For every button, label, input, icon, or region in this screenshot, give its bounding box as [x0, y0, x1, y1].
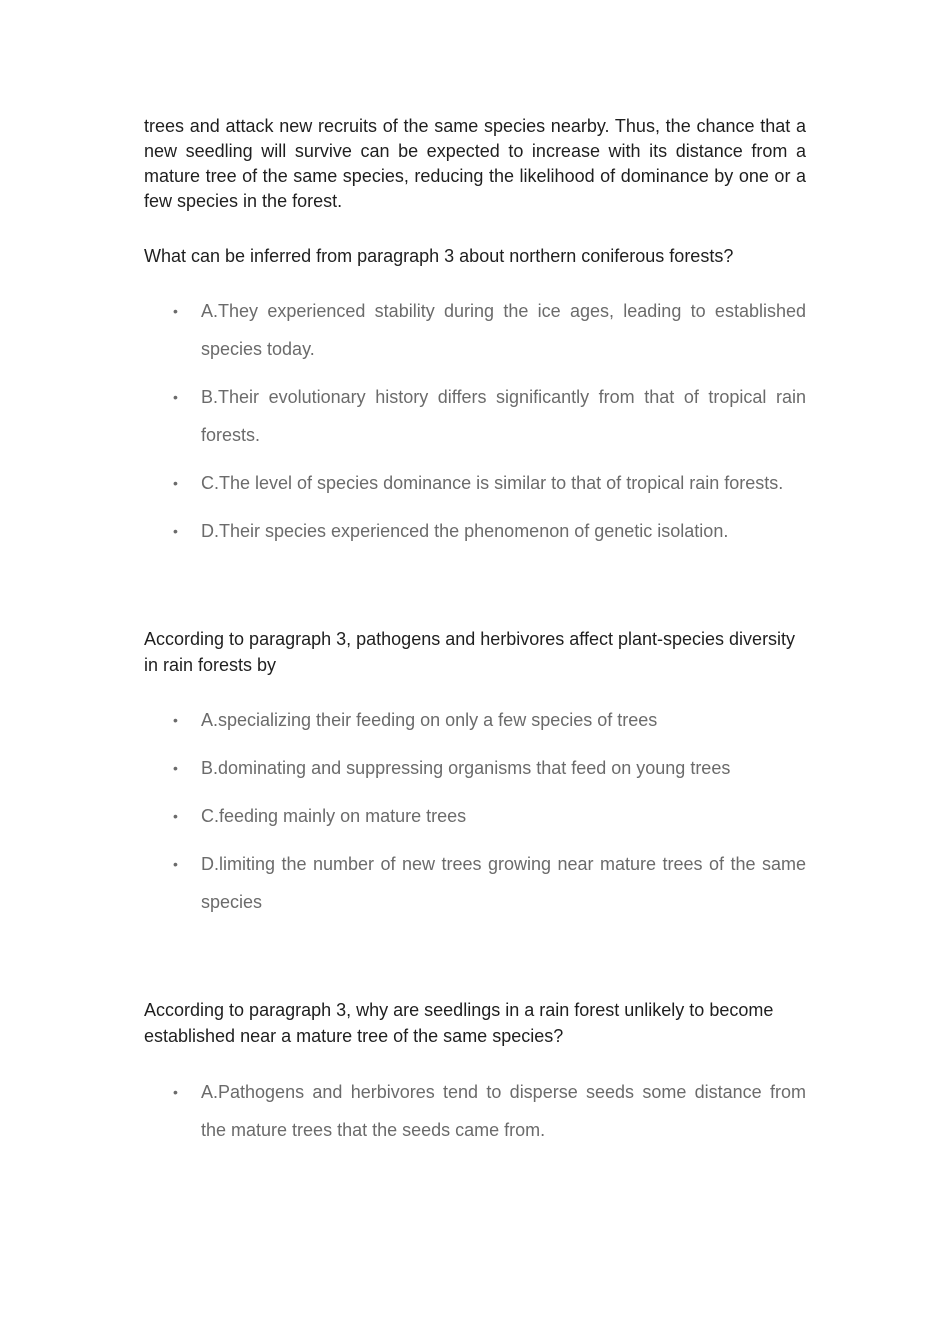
option-label: A.They experienced stability during the ice ages, leading to established species today. — [201, 300, 806, 359]
question-1-option-b[interactable] — [144, 378, 806, 454]
bullet-icon: • — [173, 855, 178, 872]
document-page — [144, 114, 806, 1149]
question-2-prompt: According to paragraph 3, pathogens and herbivores affect plant-species diversity in rain forests by — [144, 628, 796, 675]
question-3-option-a[interactable] — [144, 1073, 806, 1149]
question-1-option-c[interactable] — [144, 464, 806, 502]
option-label: C.feeding mainly on mature trees — [201, 805, 467, 826]
question-2-options — [144, 701, 806, 921]
option-label: A.specializing their feeding on only a few species of trees — [201, 709, 658, 730]
option-label: D.limiting the number of new trees growing near mature trees of the same species — [201, 853, 806, 912]
question-1-options — [144, 292, 806, 550]
bullet-icon: • — [173, 807, 178, 824]
question-2-option-b[interactable] — [144, 749, 806, 787]
bullet-icon: • — [173, 302, 178, 319]
question-3-options — [144, 1073, 806, 1149]
question-3-prompt: According to paragraph 3, why are seedlings in a rain forest unlikely to become established near a mature tree of the same species? — [144, 999, 774, 1046]
passage-text: trees and attack new recruits of the same species nearby. Thus, the chance that a new seedling will survive can be expected to increase with its distance from a mature tree of the same species, reducing the likelihood of dominance by one or a few species in the forest. — [144, 116, 806, 211]
bullet-icon: • — [173, 1083, 178, 1100]
question-2-option-c[interactable] — [144, 797, 806, 835]
option-label: B.dominating and suppressing organisms that feed on young trees — [201, 757, 731, 778]
question-1-option-a[interactable] — [144, 292, 806, 368]
option-label: D.Their species experienced the phenomenon of genetic isolation. — [201, 520, 729, 541]
option-label: C.The level of species dominance is similar to that of tropical rain forests. — [201, 472, 784, 493]
bullet-icon: • — [173, 759, 178, 776]
option-label: B.Their evolutionary history differs significantly from that of tropical rain forests. — [201, 386, 806, 445]
bullet-icon: • — [173, 522, 178, 539]
bullet-icon: • — [173, 388, 178, 405]
question-2-option-a[interactable] — [144, 701, 806, 739]
question-1-prompt: What can be inferred from paragraph 3 about northern coniferous forests? — [144, 246, 734, 266]
option-label: A.Pathogens and herbivores tend to disperse seeds some distance from the mature trees that the seeds came from. — [201, 1081, 806, 1140]
question-1-option-d[interactable] — [144, 512, 806, 550]
bullet-icon: • — [173, 474, 178, 491]
question-2-option-d[interactable] — [144, 845, 806, 921]
bullet-icon: • — [173, 711, 178, 728]
